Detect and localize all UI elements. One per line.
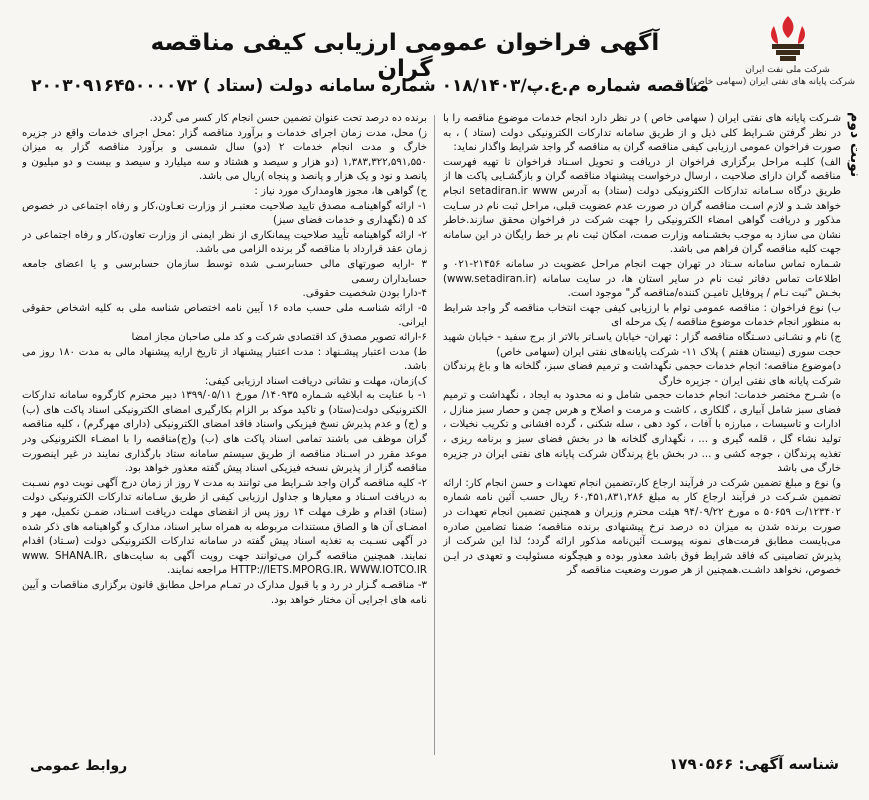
paragraph: ۶-ارائه تصویر مصدق کد اقتصادی شرکت و کد ملی صاحبان مجاز امضا — [131, 331, 427, 343]
ad-id: شناسه آگهی: ۱۷۹۰۵۶۶ — [669, 755, 839, 773]
paragraph: ه) شـرح مختصر خدمات: انجام خدمات حجمی شامل و نه محدود به ایجاد ، نگهداشت و ترمیم فضای سبز شامل آبیاری ، گلکاری ، کاشت و مرمت و اصلاح و هرس چمن و حصار سبز منازل ، ادارات و تاسیسات ، مبارزه با آفات ، کود دهی ، سله شکنی ، گرده افشانی و تکریب نخیلات ، تولید نشاء گل ، قلمه گیری و ... ، نگهداری گلخانه ها در بخش فضای سبز و برنامه ریزی ، تغذیه پرندگان ، جوجه کشی و ... در بخش باغ پرندگان شرکت پایانه های نفتی ایران در جزیره خارگ می باشد — [443, 390, 841, 475]
company-name-line1: شرکت ملی نفت ایران — [745, 65, 830, 75]
paragraph: شـماره تماس سامانه سـتاد در تهران جهت انجام مراحل عضویت در سامانه ۲۱۴۵۶-۰۲۱ و اطلاعات تماس دفاتر ثبت نام در سایر استان ها، در سایت سامانه (www.setadiran.ir) بخـش "ثبت نـام / پروفایل تامیـن کننده/مناقصه گر" موجود است. — [443, 258, 841, 300]
left-column — [22, 112, 427, 732]
flame-logo-icon — [758, 12, 818, 64]
paragraph: ج) نام و نشـانی دسـتگاه مناقصه گزار : تهران- خیابان یاسـاتر بالاتر از برج سفید - خیابان شهید حجت سوری (نیستان هفتم ) پلاک ۱۱- شرکت پایانه‌های نفتی ایران (سهامی خاص) — [443, 331, 841, 358]
paragraph: ۵- ارائه شناسـه ملی حسب ماده ۱۶ آیین نامه اختصاص شناسه ملی به کلیه اشخاص حقوقی ایرانی. — [22, 302, 427, 329]
paragraph: ح) گواهی ها، مجوز هاومدارک مورد نیاز : — [254, 185, 427, 197]
right-column — [443, 112, 841, 752]
paragraph: ۴-دارا بودن شخصیت حقوقی. — [302, 288, 427, 300]
paragraph: ز) محل، مدت زمان اجرای خدمات و برآورد مناقصه گزار :محل اجرای خدمات واقع در جزیره خارگ و مدت انجام خدمات ۲ (دو) سال شمسی و برآورد مناقصه گزار به میزان ۱,۳۸۳,۳۲۲,۵۹۱,۵۵۰ (دو هزار و سیصد و هشتاد و سه میلیارد و سیصد و بیست و دو میلیون و پانصد و نود و یک هزار و پانصد و پنجاه )ریال می باشد. — [22, 127, 427, 183]
tender-number: مناقصه شماره م.ع.پ/۰۱۸/۱۴۰۳ شماره سامانه دولت (ستاد ) ۲۰۰۳۰۹۱۶۴۵۰۰۰۰۷۲ — [31, 76, 709, 96]
paragraph: ۱- با عنایت به ابلاغیه شـماره ۱۴۰۹۳۵/ مورخ ۱۳۹۹/۰۵/۱۱ دبیر محترم کارگروه سامانه تدارکات الکترونیکی دولت(ستاد) و تاکید موکد بر الزام بکارگیری امضای الکترونیکی اسناد پاکت های (ب) و (ج) و عدم پذیرش نسخ فیزیکی واسناد فاقد امضای الکترونیکی (دارای مهرگرم) ، کلیه مناقصه گران موظف می باشند تمامی اسناد پاکت های (ب) و(ج)مناقصه را با امضـاء الکترونیکی ودر موعد مقرر در اسـناد مناقصه از طریق سیستم سامانه ستاد بارگذاری نمایند در غیر اینصورت مناقصه گزار از پذیرش نسخه فیزیکی اسناد پیش گفته معذور خواهد بود. — [22, 390, 427, 475]
public-relations-signature: روابط عمومی — [30, 758, 128, 774]
paragraph: ۲- ارائه گواهینامه تأیید صلاحیت پیمانکاری از نظر ایمنی از وزارت تعاون،کار و رفاه اجتماعی در زمان عقد قرارداد با مناقصه گر برنده الزامی می باشد. — [22, 229, 427, 256]
paragraph: ک)زمان، مهلت و نشانی دریافت اسناد ارزیابی کیفی: — [204, 375, 427, 387]
company-name-line2: شرکت پایانه های نفتی ایران (سهامی خاص) — [690, 77, 855, 87]
paragraph: د)موضوع مناقصه: انجام خدمات حجمی نگهداشت و ترمیم فضای سبز، گلخانه ها و باغ پرندگان شرکت پایانه های نفتی ایران - جزیره خارگ — [443, 361, 841, 387]
paragraph: ب) نوع فراخوان : مناقصه عمومی توام با ارزیابی کیفی جهت انتخاب مناقصه گر واجد شرایط به منظور انجام خدمات موضوع مناقصه / یک مرحله ای — [443, 302, 841, 329]
paragraph: ط) مدت اعتبار پیشـنهاد : مدت اعتبار پیشنهاد از تاریخ ارایه پیشنهاد مالی به مدت ۱۸۰ روز می باشد. — [22, 346, 427, 373]
paragraph: شـرکت پایانه های نفتی ایران ( سهامی خاص ) در نظر دارد انجام خدمات موضوع مناقصه را با در نظر گرفتن شـرایط کلی ذیل و از طریق سامانه تدارکات الکترونیکی دولت (ستاد ) ، به صورت فراخوان عمومی ارزیابی کیفی مناقصه گران به مناقصه گر واجد شرایط واگذار نماید: — [443, 113, 841, 154]
column-divider — [434, 115, 435, 755]
side-tag — [841, 100, 869, 190]
company-logo — [690, 12, 855, 107]
paragraph: ۳- مناقصـه گـزار در رد و یا قبول مدارک در تمـام مراحل مطابق قانون برگزاری مناقصات و آیین نامه های اجرایی آن مختار خواهد بود. — [22, 580, 427, 606]
page-title: آگهی فراخوان عمومی ارزیابی کیفی مناقصه گران — [150, 30, 660, 82]
side-tag-label: نوبت دوم — [847, 112, 863, 178]
paragraph: الف) کلیـه مراحل برگزاری فراخوان از دریافت و تحویل اسـناد فراخوان تا تهیه فهرست مناقصه گران دارای صلاحیت ، ارسال درخواست پیشنهاد مناقصه گران و بازگشـایی پاکت ها از طریق درگاه سـامانه تدارکات الکترونیکی دولت (ستاد) به آدرس setadiran.ir www انجام خواهد شـد و لازم اسـت مناقصه گران در صورت عدم عضویت قبلی، مراحل ثبت نام در سـایت مذکور و دریافت گواهی امضاء الکترونیکی را جهت شرکت در فراخوان محقق سازند.خاطر نشان می سازد به موجب بخشـنامه وزارت صمت، امکان ثبت نام بر خط رایگان در این سامانه جهت کلیه مناقصه گران فراهم می باشد. — [443, 156, 841, 256]
paragraph: برنده ده درصد تحت عنوان تضمین حسن انجام کار کسر می گردد. — [149, 113, 427, 124]
paragraph: ۲- کلیه مناقصه گران واجد شـرایط می توانند به مدت ۷ روز از زمان درج آگهی نوبت دوم نسـبت به دریافت اسـناد و معیارها و جداول ارزیابی کیفی از طریق سـامانه تدارکات الکترونیکی دولت (ستاد) اقدام و ظرف مهلت ۱۴ روز پس از انقضای مهلت دریافت اسـناد، ضمـن تکمیل، مهر و امضـای آن ها و الصاق مستندات مربوطه به همراه سایر اسناد، مدارک و گواهینامه های ذکر شده در آگهی نسـبت به تغذیه اسناد پیش گفته در سامانه تدارکات الکترونیکی دولت (سـتاد) اقدام نمایند. همچنین مناقصه گـران می‌توانند جهت رویت آگهی به سایت‌های www. SHANA.IR، HTTP://IETS.MPORG.IR، WWW.IOTCO.IR مراجعه نمایند. — [22, 477, 427, 577]
paragraph: ۳ -ارایه صورتهای مالی حسابرسـی شده توسط سازمان حسابرسی و یا اعضای جامعه حسابداران رسمی — [22, 258, 427, 285]
paragraph: و) نوع و مبلغ تضمین شرکت در فرآیند ارجاع کار،تضمین انجام تعهدات و حسن انجام کار: ارائه تضمین شـرکت در فرآیند ارجاع کار به مبلغ ۶۰,۴۵۱,۸۳۱,۲۸۶ ریال حسب آئین نامه شماره ۱۲۳۴۰۲/ت ۵۰۶۵۹ ه مورخ ۹۴/۰۹/۲۲ هیئت محترم وزیران و همچنین تضمین انجام تعهدات در صورت برنده شدن به میزان ده درصد نرخ پیشنهادی برنده مناقصه؛ ضمنا تضامین صادره می‌بایست مطابق فرمت‌های نمونه پیوسـت آئین‌نامه مذکور ارائه گردد؛ لذا این شرکت از پذیرش تضامینی که فاقد شرایط فوق باشد معذور بوده و هیچگونه مسئولیت و تعهدی در ایـن خصوص، نخواهد داشـت.همچنین از هر صورت وضعیت مناقصه گر — [443, 477, 841, 577]
paragraph: ۱- ارائه گواهینامـه مصدق تایید صلاحیت معتبـر از وزارت تعـاون،کار و رفاه اجتماعی در خصوص کد ۵ (نگهداری و خدمات فضای سبز) — [22, 200, 427, 227]
